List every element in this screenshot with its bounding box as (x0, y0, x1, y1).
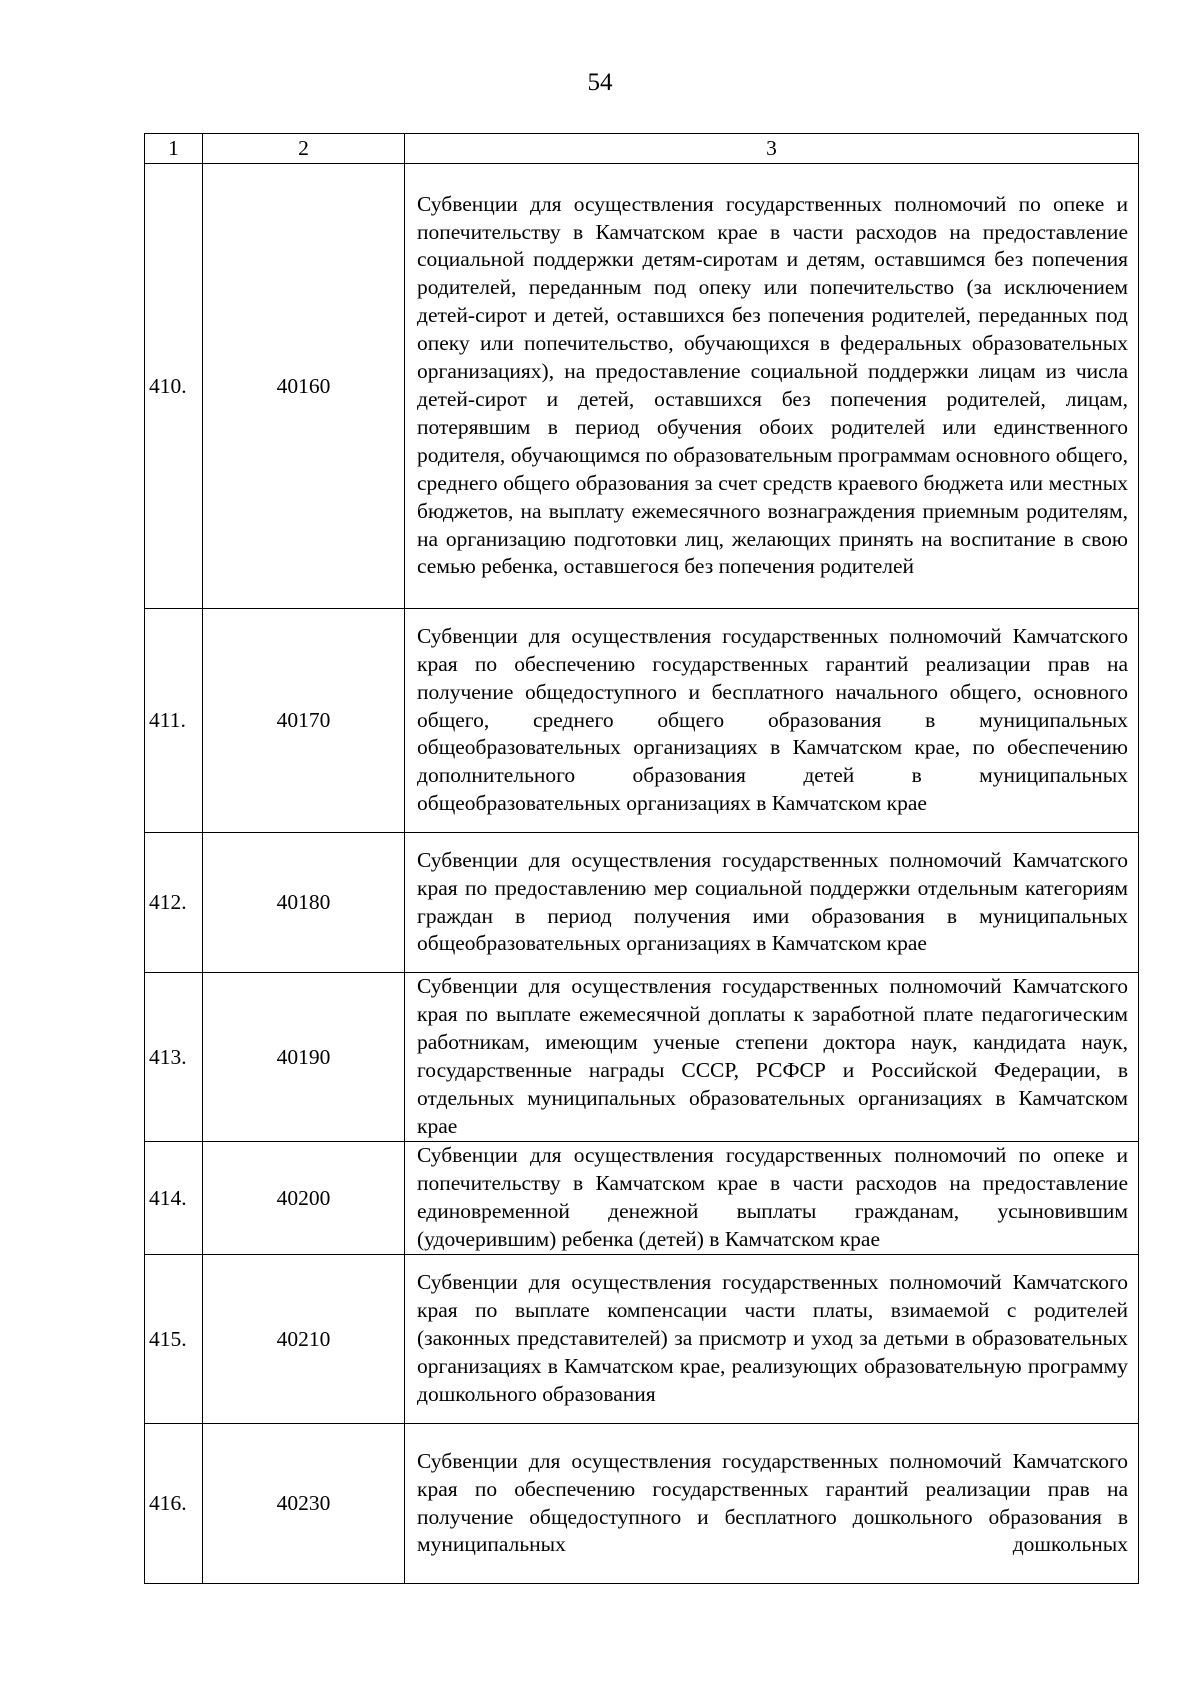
row-description: Субвенции для осуществления государственных полномочий Камчатского края по выплате компенсации части платы, взимаемой с родителей (законных представителей) за присмотр и уход за детьми в образовательных организациях в Камчатском крае, реализующих образовательную программу дошкольного образования (405, 1255, 1139, 1424)
column-header-2: 2 (203, 134, 405, 164)
table-row (145, 164, 1139, 609)
row-code: 40210 (203, 1255, 405, 1424)
row-code: 40230 (203, 1424, 405, 1584)
column-header-1: 1 (145, 134, 203, 164)
row-code: 40170 (203, 609, 405, 833)
table-row (145, 1424, 1139, 1584)
row-number: 412. (145, 833, 203, 973)
row-number: 410. (145, 164, 203, 609)
budget-code-table (144, 133, 1139, 1584)
table-row (145, 833, 1139, 973)
row-number: 413. (145, 973, 203, 1142)
row-number: 416. (145, 1424, 203, 1584)
row-description: Субвенции для осуществления государственных полномочий Камчатского края по обеспечению государственных гарантий реализации прав на получение общедоступного и бесплатного начального общего, основного общего, среднего общего образования в муниципальных общеобразовательных организациях в Камчатском крае, по обеспечению дополнительного образования детей в муниципальных общеобразовательных организациях в Камчатском крае (405, 609, 1139, 833)
row-number: 414. (145, 1142, 203, 1255)
row-code: 40190 (203, 973, 405, 1142)
page-number: 54 (587, 69, 613, 96)
row-description: Субвенции для осуществления государственных полномочий по опеке и попечительству в Камчатском крае в части расходов на предоставление социальной поддержки детям-сиротам и детям, оставшимся без попечения родителей, переданным под опеку или попечительство (за исключением детей-сирот и детей, оставшихся без попечения родителей, переданных под опеку или попечительство, обучающихся в федеральных образовательных организациях), на предоставление социальной поддержки лицам из числа детей-сирот и детей, оставшихся без попечения родителей, лицам, потерявшим в период обучения обоих родителей или единственного родителя, обучающимся по образовательным программам основного общего, среднего общего образования за счет средств краевого бюджета или местных бюджетов, на выплату ежемесячного вознаграждения приемным родителям, на организацию подготовки лиц, желающих принять на воспитание в свою семью ребенка, оставшегося без попечения родителей (405, 164, 1139, 609)
column-header-3: 3 (405, 134, 1139, 164)
row-code: 40200 (203, 1142, 405, 1255)
table-header-row (145, 134, 1139, 164)
table-row (145, 1255, 1139, 1424)
row-number: 415. (145, 1255, 203, 1424)
table-row (145, 1142, 1139, 1255)
row-description: Субвенции для осуществления государственных полномочий Камчатского края по выплате ежемесячной доплаты к заработной плате педагогическим работникам, имеющим ученые степени доктора наук, кандидата наук, государственные награды СССР, РСФСР и Российской Федерации, в отдельных муниципальных образовательных организациях в Камчатском крае (405, 973, 1139, 1142)
row-number: 411. (145, 609, 203, 833)
row-description: Субвенции для осуществления государственных полномочий по опеке и попечительству в Камчатском крае в части расходов на предоставление единовременной денежной выплаты гражданам, усыновившим (удочерившим) ребенка (детей) в Камчатском крае (405, 1142, 1139, 1255)
table-row (145, 973, 1139, 1142)
table-row (145, 609, 1139, 833)
row-description: Субвенции для осуществления государственных полномочий Камчатского края по обеспечению государственных гарантий реализации прав на получение общедоступного и бесплатного дошкольного образования в муниципальных дошкольных (405, 1424, 1139, 1584)
row-description: Субвенции для осуществления государственных полномочий Камчатского края по предоставлению мер социальной поддержки отдельным категориям граждан в период получения ими образования в муниципальных общеобразовательных организациях в Камчатском крае (405, 833, 1139, 973)
row-code: 40180 (203, 833, 405, 973)
row-code: 40160 (203, 164, 405, 609)
